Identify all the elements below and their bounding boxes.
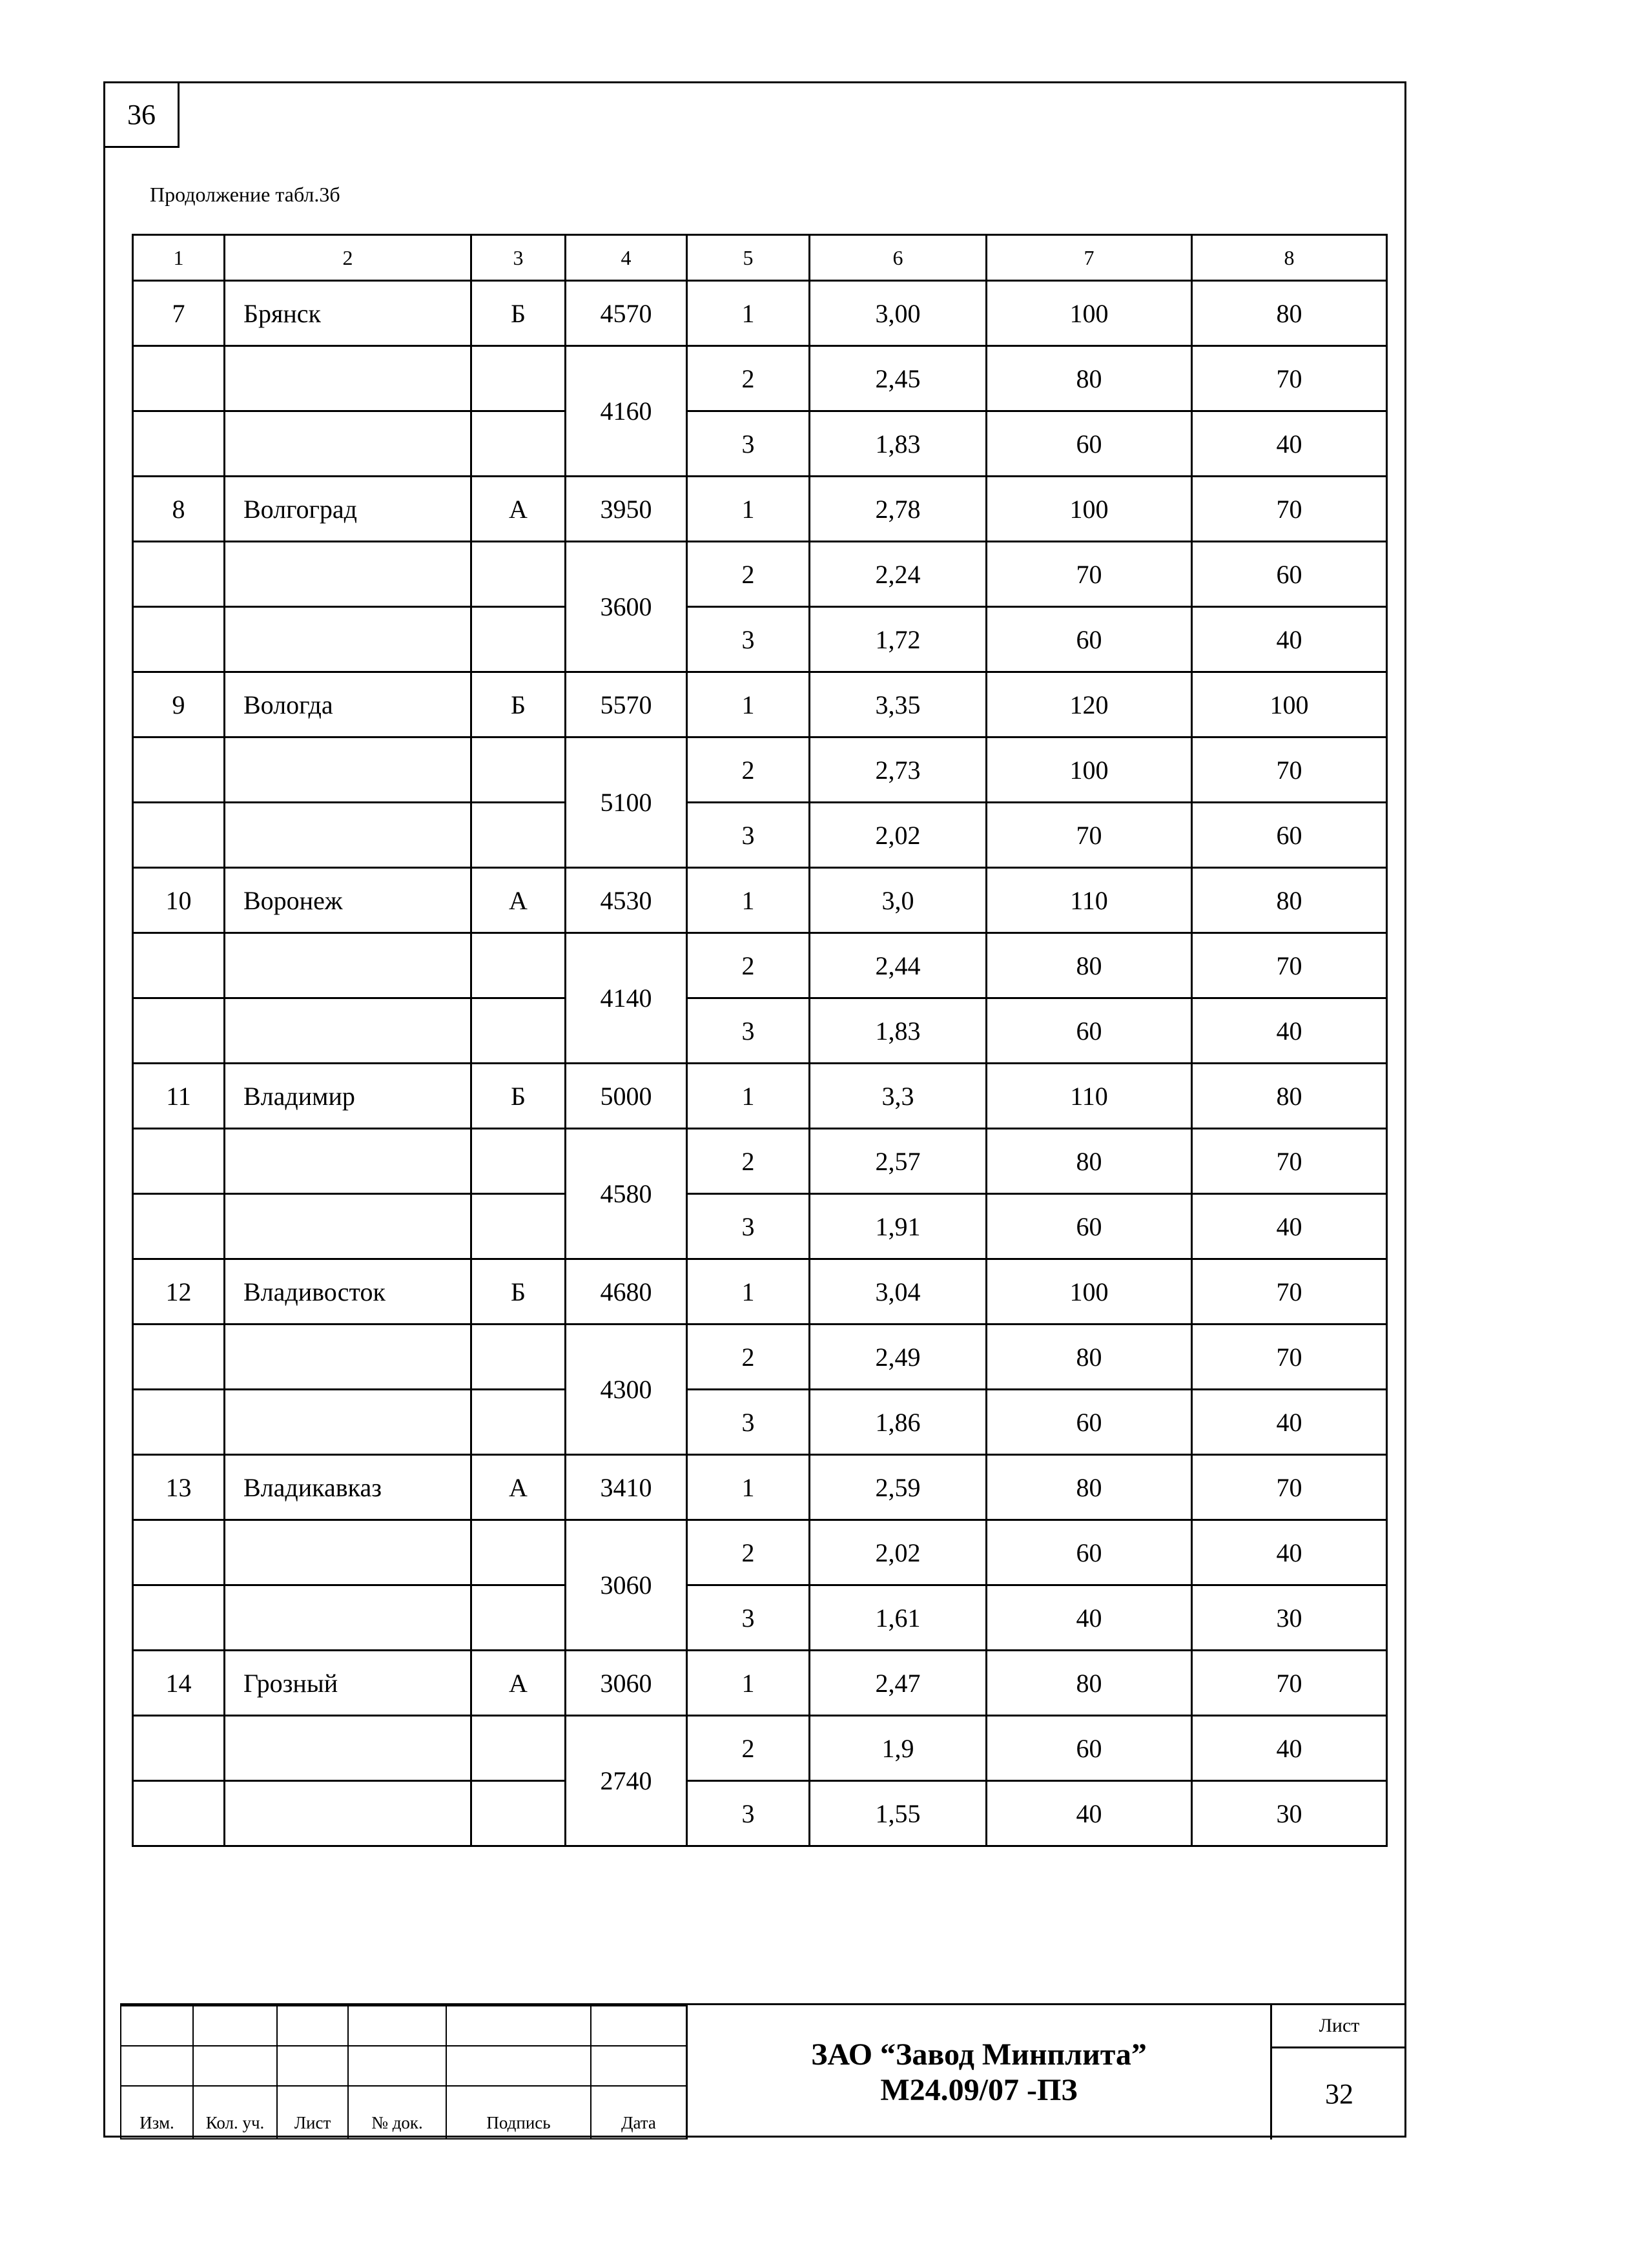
value-6: 3,35	[810, 672, 987, 737]
value-6: 2,78	[810, 477, 987, 542]
value-8: 70	[1192, 933, 1387, 998]
value-8: 40	[1192, 607, 1387, 672]
table-row	[133, 998, 1387, 1064]
value-7: 100	[987, 281, 1192, 346]
col-number: 2	[225, 235, 471, 281]
data-table	[132, 234, 1388, 1847]
value-8: 30	[1192, 1585, 1387, 1651]
table-row	[133, 411, 1387, 477]
table-row	[133, 737, 1387, 803]
city-name: Владимир	[225, 1064, 471, 1129]
city-name: Грозный	[225, 1651, 471, 1716]
city-name	[225, 998, 471, 1064]
value-5: 3	[687, 411, 810, 477]
value-5: 1	[687, 1259, 810, 1325]
city-name	[225, 542, 471, 607]
value-5: 3	[687, 607, 810, 672]
value-5: 2	[687, 542, 810, 607]
table-row	[133, 607, 1387, 672]
city-name	[225, 411, 471, 477]
value-6: 1,55	[810, 1781, 987, 1846]
value-5: 1	[687, 672, 810, 737]
value-4: 2740	[566, 1716, 687, 1846]
value-6: 1,61	[810, 1585, 987, 1651]
column-number-row	[133, 235, 1387, 281]
value-5: 1	[687, 477, 810, 542]
row-number	[133, 607, 225, 672]
value-7: 60	[987, 1716, 1192, 1781]
value-8: 80	[1192, 868, 1387, 933]
value-4: 3600	[566, 542, 687, 672]
value-8: 70	[1192, 1325, 1387, 1390]
value-8: 70	[1192, 346, 1387, 411]
value-4: 4570	[566, 281, 687, 346]
value-7: 60	[987, 411, 1192, 477]
value-4: 3060	[566, 1651, 687, 1716]
row-number: 14	[133, 1651, 225, 1716]
row-number: 7	[133, 281, 225, 346]
value-5: 3	[687, 1781, 810, 1846]
table-row	[133, 672, 1387, 737]
value-7: 100	[987, 477, 1192, 542]
value-8: 70	[1192, 477, 1387, 542]
value-4: 4580	[566, 1129, 687, 1259]
col-number: 6	[810, 235, 987, 281]
value-8: 40	[1192, 998, 1387, 1064]
row-number	[133, 411, 225, 477]
value-7: 60	[987, 1390, 1192, 1455]
table-row	[133, 1651, 1387, 1716]
zone	[471, 542, 566, 607]
row-number: 13	[133, 1455, 225, 1520]
table-row	[133, 1716, 1387, 1781]
zone	[471, 803, 566, 868]
row-number	[133, 1390, 225, 1455]
table-row	[133, 542, 1387, 607]
value-6: 2,02	[810, 1520, 987, 1585]
zone	[471, 737, 566, 803]
zone	[471, 1520, 566, 1585]
row-number	[133, 1585, 225, 1651]
table-row	[133, 1455, 1387, 1520]
zone: А	[471, 477, 566, 542]
table-row	[133, 1325, 1387, 1390]
row-number: 9	[133, 672, 225, 737]
value-7: 110	[987, 1064, 1192, 1129]
value-5: 3	[687, 998, 810, 1064]
zone	[471, 1716, 566, 1781]
value-5: 1	[687, 868, 810, 933]
value-6: 3,00	[810, 281, 987, 346]
value-8: 80	[1192, 281, 1387, 346]
value-4: 4140	[566, 933, 687, 1064]
value-6: 2,59	[810, 1455, 987, 1520]
label-n-dok: № док.	[348, 2086, 446, 2139]
row-number	[133, 737, 225, 803]
value-8: 40	[1192, 411, 1387, 477]
value-4: 3410	[566, 1455, 687, 1520]
value-6: 3,3	[810, 1064, 987, 1129]
zone	[471, 607, 566, 672]
zone	[471, 1129, 566, 1194]
table-row	[133, 868, 1387, 933]
col-number: 1	[133, 235, 225, 281]
value-7: 60	[987, 1520, 1192, 1585]
value-6: 2,57	[810, 1129, 987, 1194]
city-name	[225, 1520, 471, 1585]
row-number	[133, 933, 225, 998]
table-row	[133, 346, 1387, 411]
value-6: 1,72	[810, 607, 987, 672]
city-name	[225, 1716, 471, 1781]
value-6: 2,45	[810, 346, 987, 411]
city-name: Воронеж	[225, 868, 471, 933]
value-8: 70	[1192, 1259, 1387, 1325]
city-name	[225, 1390, 471, 1455]
value-5: 2	[687, 933, 810, 998]
value-5: 1	[687, 1455, 810, 1520]
value-5: 2	[687, 1325, 810, 1390]
value-5: 3	[687, 1585, 810, 1651]
value-6: 2,44	[810, 933, 987, 998]
col-number: 8	[1192, 235, 1387, 281]
value-7: 70	[987, 542, 1192, 607]
value-5: 2	[687, 346, 810, 411]
col-number: 3	[471, 235, 566, 281]
table-row	[133, 477, 1387, 542]
city-name: Волгоград	[225, 477, 471, 542]
value-5: 1	[687, 281, 810, 346]
row-number	[133, 1520, 225, 1585]
revision-grid	[120, 2005, 687, 2139]
value-7: 80	[987, 1455, 1192, 1520]
value-7: 40	[987, 1781, 1192, 1846]
city-name	[225, 346, 471, 411]
row-number: 12	[133, 1259, 225, 1325]
table-row	[133, 803, 1387, 868]
zone: Б	[471, 281, 566, 346]
value-5: 3	[687, 803, 810, 868]
value-6: 2,24	[810, 542, 987, 607]
page-number: 36	[103, 81, 180, 148]
value-8: 70	[1192, 1455, 1387, 1520]
zone	[471, 346, 566, 411]
value-8: 30	[1192, 1781, 1387, 1846]
city-name	[225, 1129, 471, 1194]
zone: А	[471, 1651, 566, 1716]
zone	[471, 1585, 566, 1651]
title-block	[120, 2003, 1406, 2139]
table-row	[133, 1064, 1387, 1129]
label-podpis: Подпись	[446, 2086, 591, 2139]
row-number: 8	[133, 477, 225, 542]
row-number: 11	[133, 1064, 225, 1129]
document-code: М24.09/07 -ПЗ	[880, 2073, 1078, 2107]
value-7: 80	[987, 1129, 1192, 1194]
table-row	[133, 1194, 1387, 1259]
table-row	[133, 933, 1387, 998]
organization-name: ЗАО “Завод Минплита”	[811, 2037, 1147, 2072]
city-name: Владивосток	[225, 1259, 471, 1325]
row-number	[133, 1325, 225, 1390]
title-block-designation	[686, 2005, 1272, 2139]
value-7: 110	[987, 868, 1192, 933]
row-number	[133, 346, 225, 411]
value-6: 1,9	[810, 1716, 987, 1781]
value-6: 1,86	[810, 1390, 987, 1455]
label-izm: Изм.	[121, 2086, 193, 2139]
city-name	[225, 1781, 471, 1846]
value-8: 80	[1192, 1064, 1387, 1129]
value-5: 2	[687, 737, 810, 803]
value-6: 1,83	[810, 998, 987, 1064]
value-6: 2,47	[810, 1651, 987, 1716]
table-row	[133, 1390, 1387, 1455]
value-6: 2,49	[810, 1325, 987, 1390]
value-4: 3950	[566, 477, 687, 542]
value-7: 80	[987, 933, 1192, 998]
city-name	[225, 1585, 471, 1651]
value-7: 100	[987, 737, 1192, 803]
value-6: 2,02	[810, 803, 987, 868]
city-name	[225, 933, 471, 998]
value-5: 2	[687, 1520, 810, 1585]
value-8: 40	[1192, 1194, 1387, 1259]
city-name	[225, 1194, 471, 1259]
city-name	[225, 737, 471, 803]
value-8: 70	[1192, 1651, 1387, 1716]
sheet-label: Лист	[1272, 2005, 1406, 2048]
label-data: Дата	[591, 2086, 686, 2139]
value-8: 60	[1192, 542, 1387, 607]
row-number	[133, 1716, 225, 1781]
sheet-number: 32	[1325, 2077, 1353, 2110]
value-8: 70	[1192, 737, 1387, 803]
value-6: 3,0	[810, 868, 987, 933]
zone	[471, 1390, 566, 1455]
label-list: Лист	[277, 2086, 348, 2139]
col-number: 7	[987, 235, 1192, 281]
value-5: 3	[687, 1390, 810, 1455]
value-8: 40	[1192, 1716, 1387, 1781]
zone	[471, 1194, 566, 1259]
value-4: 5000	[566, 1064, 687, 1129]
value-8: 40	[1192, 1520, 1387, 1585]
table-row	[133, 1259, 1387, 1325]
city-name	[225, 607, 471, 672]
value-8: 60	[1192, 803, 1387, 868]
value-6: 1,83	[810, 411, 987, 477]
table-row	[133, 1520, 1387, 1585]
city-name: Вологда	[225, 672, 471, 737]
value-7: 70	[987, 803, 1192, 868]
value-5: 2	[687, 1716, 810, 1781]
table-caption: Продолжение табл.3б	[150, 183, 340, 206]
value-6: 2,73	[810, 737, 987, 803]
zone: Б	[471, 1064, 566, 1129]
row-number	[133, 1781, 225, 1846]
zone: Б	[471, 1259, 566, 1325]
value-6: 1,91	[810, 1194, 987, 1259]
value-7: 120	[987, 672, 1192, 737]
city-name	[225, 803, 471, 868]
table-row	[133, 281, 1387, 346]
row-number	[133, 542, 225, 607]
zone: А	[471, 1455, 566, 1520]
value-4: 4160	[566, 346, 687, 477]
value-8: 100	[1192, 672, 1387, 737]
value-5: 2	[687, 1129, 810, 1194]
city-name: Владикавказ	[225, 1455, 471, 1520]
row-number	[133, 1194, 225, 1259]
zone	[471, 1781, 566, 1846]
row-number	[133, 1129, 225, 1194]
table-row	[133, 1781, 1387, 1846]
value-7: 100	[987, 1259, 1192, 1325]
value-7: 40	[987, 1585, 1192, 1651]
value-4: 4530	[566, 868, 687, 933]
value-7: 60	[987, 607, 1192, 672]
value-7: 60	[987, 998, 1192, 1064]
value-5: 1	[687, 1064, 810, 1129]
table-row	[133, 1585, 1387, 1651]
sheet-cell	[1272, 2005, 1406, 2139]
value-6: 3,04	[810, 1259, 987, 1325]
zone: А	[471, 868, 566, 933]
row-number	[133, 998, 225, 1064]
zone	[471, 411, 566, 477]
zone: Б	[471, 672, 566, 737]
row-number: 10	[133, 868, 225, 933]
value-7: 60	[987, 1194, 1192, 1259]
value-5: 3	[687, 1194, 810, 1259]
col-number: 4	[566, 235, 687, 281]
value-4: 3060	[566, 1520, 687, 1651]
value-4: 5100	[566, 737, 687, 868]
city-name: Брянск	[225, 281, 471, 346]
table-row	[133, 1129, 1387, 1194]
value-5: 1	[687, 1651, 810, 1716]
value-7: 80	[987, 1651, 1192, 1716]
value-8: 70	[1192, 1129, 1387, 1194]
value-7: 80	[987, 1325, 1192, 1390]
zone	[471, 1325, 566, 1390]
col-number: 5	[687, 235, 810, 281]
value-8: 40	[1192, 1390, 1387, 1455]
row-number	[133, 803, 225, 868]
value-7: 80	[987, 346, 1192, 411]
value-4: 5570	[566, 672, 687, 737]
value-4: 4300	[566, 1325, 687, 1455]
zone	[471, 933, 566, 998]
value-4: 4680	[566, 1259, 687, 1325]
city-name	[225, 1325, 471, 1390]
zone	[471, 998, 566, 1064]
label-kol-uch: Кол. уч.	[193, 2086, 277, 2139]
